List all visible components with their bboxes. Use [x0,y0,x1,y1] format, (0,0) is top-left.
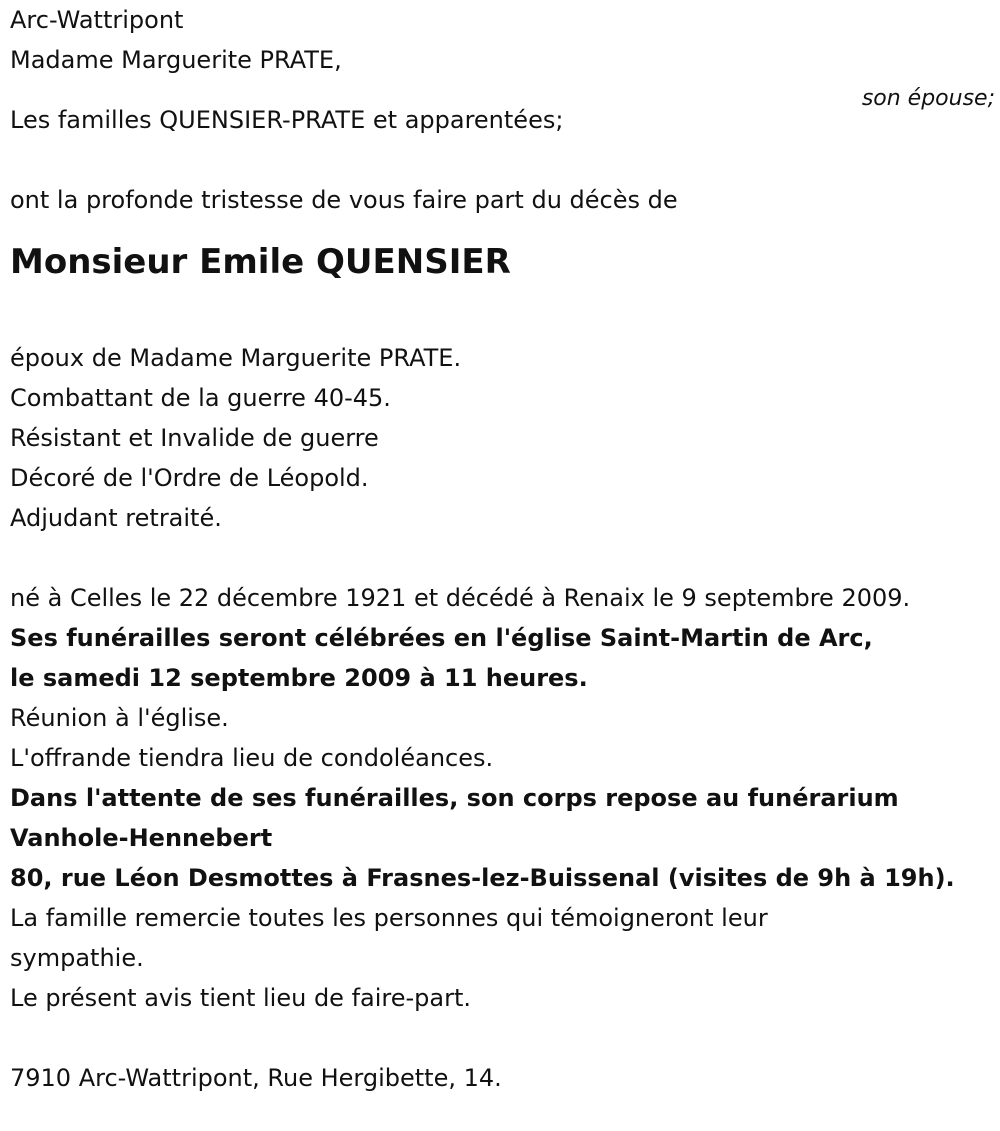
funeral-line-2: le samedi 12 septembre 2009 à 11 heures. [10,664,588,692]
obituary-notice [10,0,995,1098]
biography-line: époux de Madame Marguerite PRATE. [10,344,462,372]
families-line: Les familles QUENSIER-PRATE et apparentées; [10,106,564,134]
town-line: Arc-Wattripont [10,6,184,34]
biography-block [10,338,995,538]
spacer [10,1018,995,1058]
deceased-name-heading: Monsieur Emile QUENSIER [10,242,511,282]
repose-line-2: Vanhole-Hennebert [10,824,273,852]
repose-line-3: 80, rue Léon Desmottes à Frasnes-lez-Buissenal (visites de 9h à 19h). [10,864,955,892]
details-block [10,578,995,1018]
spacer [10,140,995,180]
address-line: 7910 Arc-Wattripont, Rue Hergibette, 14. [10,1064,502,1092]
spacer [10,538,995,578]
biography-line: Décoré de l'Ordre de Léopold. [10,464,369,492]
thanks-line-2: sympathie. [10,944,144,972]
offering-line: L'offrande tiendra lieu de condoléances. [10,744,494,772]
spouse-name-line: Madame Marguerite PRATE, [10,46,342,74]
spouse-role-row [10,80,995,111]
funeral-line-1: Ses funérailles seront célébrées en l'église Saint-Martin de Arc, [10,624,873,652]
biography-line: Combattant de la guerre 40-45. [10,384,391,412]
biography-line: Résistant et Invalide de guerre [10,424,379,452]
thanks-line-1: La famille remercie toutes les personnes qui témoigneront leur [10,904,768,932]
spouse-role-label: son épouse; [861,86,995,111]
birth-death-line: né à Celles le 22 décembre 1921 et décédé à Renaix le 9 septembre 2009. [10,584,911,612]
announcement-line: ont la profonde tristesse de vous faire part du décès de [10,186,678,214]
notice-line: Le présent avis tient lieu de faire-part. [10,984,472,1012]
repose-line-1: Dans l'attente de ses funérailles, son corps repose au funérarium [10,784,899,812]
meeting-line: Réunion à l'église. [10,704,229,732]
biography-line: Adjudant retraité. [10,504,222,532]
